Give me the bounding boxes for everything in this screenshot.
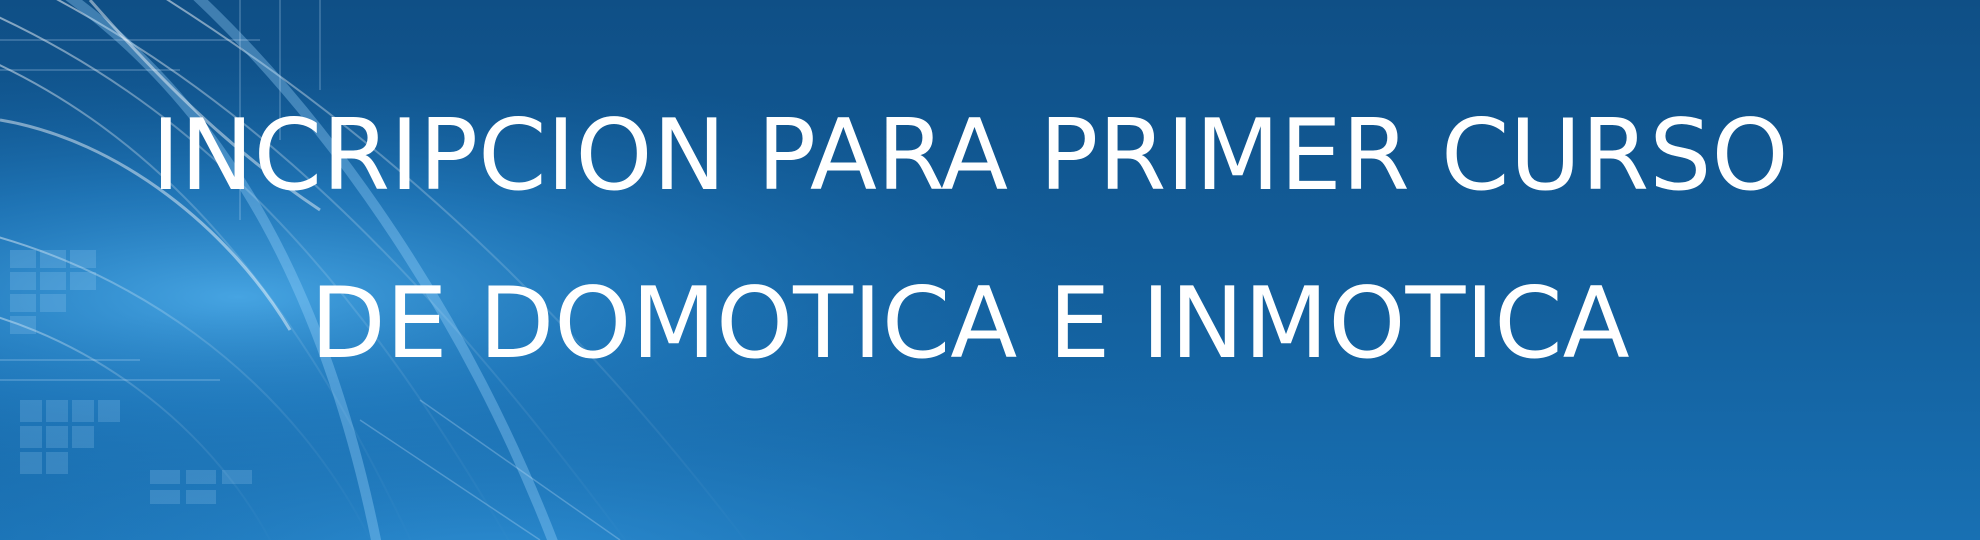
banner-title-line-2: DE DOMOTICA E INMOTICA	[310, 267, 1630, 381]
banner-title-line-1: INCRIPCION PARA PRIMER CURSO	[151, 99, 1789, 213]
